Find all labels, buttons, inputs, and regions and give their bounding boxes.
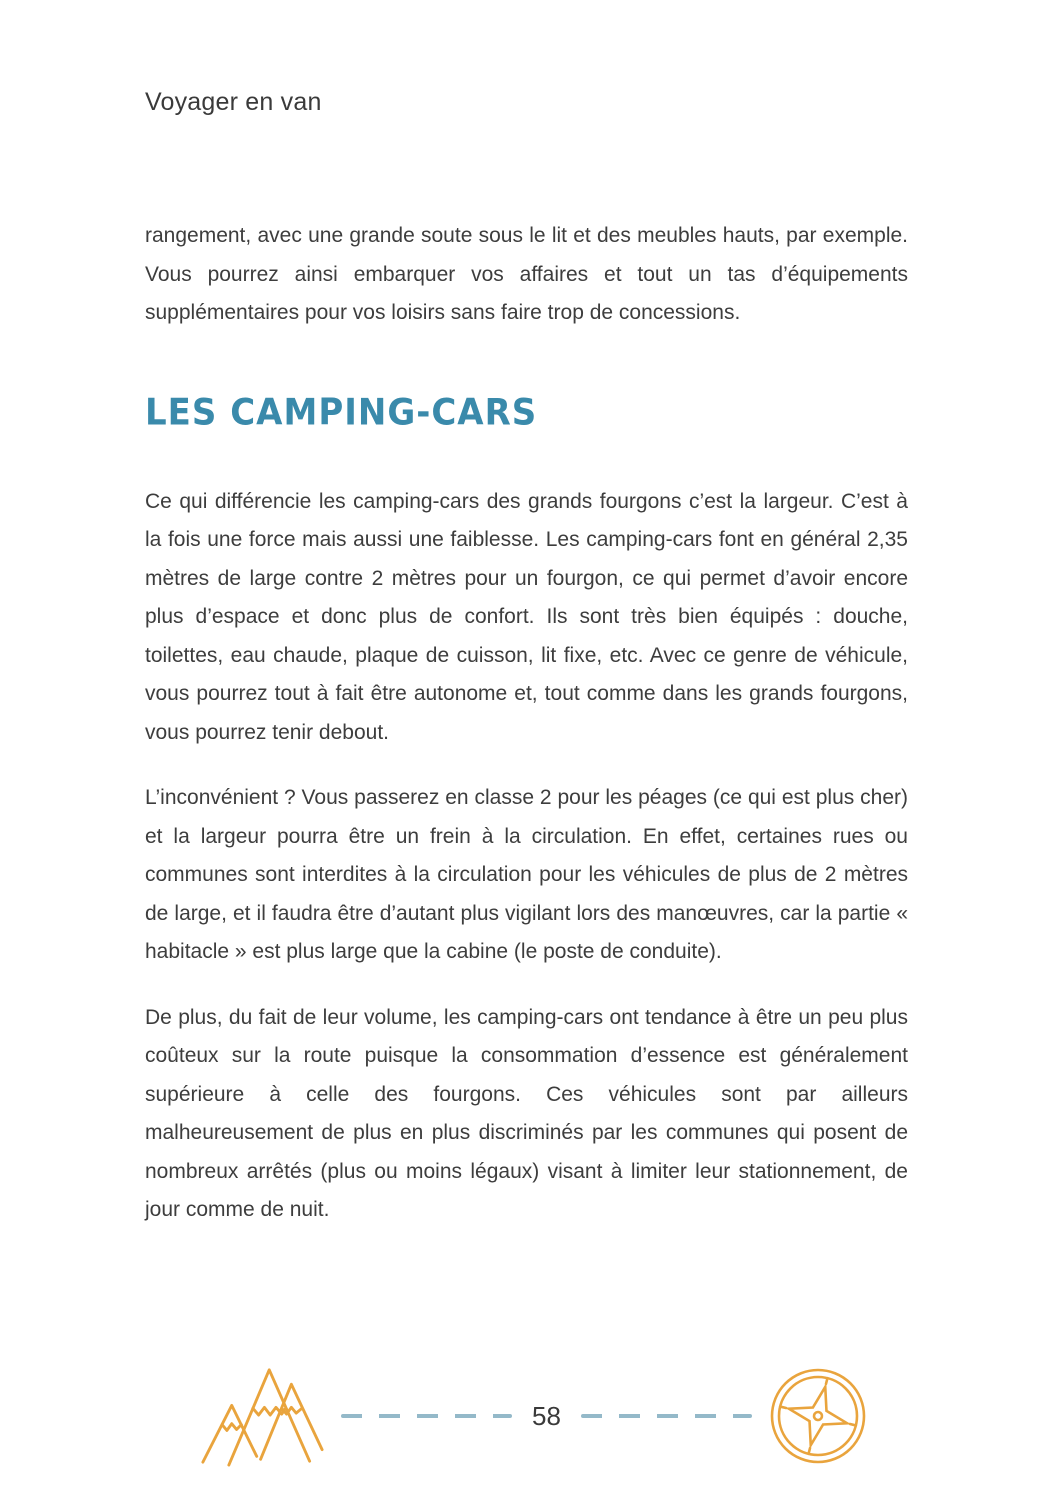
dashed-divider-left bbox=[341, 1414, 512, 1418]
dashed-divider-right bbox=[581, 1414, 752, 1418]
running-header: Voyager en van bbox=[145, 88, 322, 116]
intro-paragraph: rangement, avec une grande soute sous le lit et des meubles hauts, par exemple. Vous pourrez ainsi embarquer vos affaires et tout un tas d’équipements supplémentaires pour vos loisirs sans faire trop de concessions. bbox=[145, 224, 908, 324]
page-footer bbox=[200, 1362, 868, 1470]
page-number: 58 bbox=[532, 1400, 561, 1431]
section-body bbox=[145, 483, 908, 1230]
section-heading: LES CAMPING-CARS bbox=[145, 391, 538, 434]
paragraph: L’inconvénient ? Vous passerez en classe 2 pour les péages (ce qui est plus cher) et la largeur pourra être un frein à la circulation. En effet, certaines rues ou communes sont interdites à la circulation pour les véhicules de plus de 2 mètres de large, et il faudra être d’autant plus vigilant lors des manœuvres, car la partie « habitacle » est plus large que la cabine (le poste de conduite). bbox=[145, 786, 908, 963]
compass-icon bbox=[768, 1366, 868, 1466]
paragraph: Ce qui différencie les camping-cars des grands fourgons c’est la largeur. C’est à la fois une force mais aussi une faiblesse. Les camping-cars font en général 2,35 mètres de large contre 2 mètres pour un fourgon, ce qui permet d’avoir encore plus d’espace et donc plus de confort. Ils sont très bien équipés : douche, toilettes, eau chaude, plaque de cuisson, lit fixe, etc. Avec ce genre de véhicule, vous pourrez tout à fait être autonome et, tout comme dans les grands fourgons, vous pourrez tenir debout. bbox=[145, 489, 908, 744]
mountains-icon bbox=[200, 1364, 325, 1468]
paragraph: De plus, du fait de leur volume, les camping-cars ont tendance à être un peu plus coûteux sur la route puisque la consommation d’essence est généralement supérieure à celle des fourgons. Ces véhicules sont par ailleurs malheureusement de plus en plus discriminés par les communes qui posent de nombreux arrêtés (plus ou moins légaux) visant à limiter leur stationnement, de jour comme de nuit. bbox=[145, 1005, 908, 1221]
